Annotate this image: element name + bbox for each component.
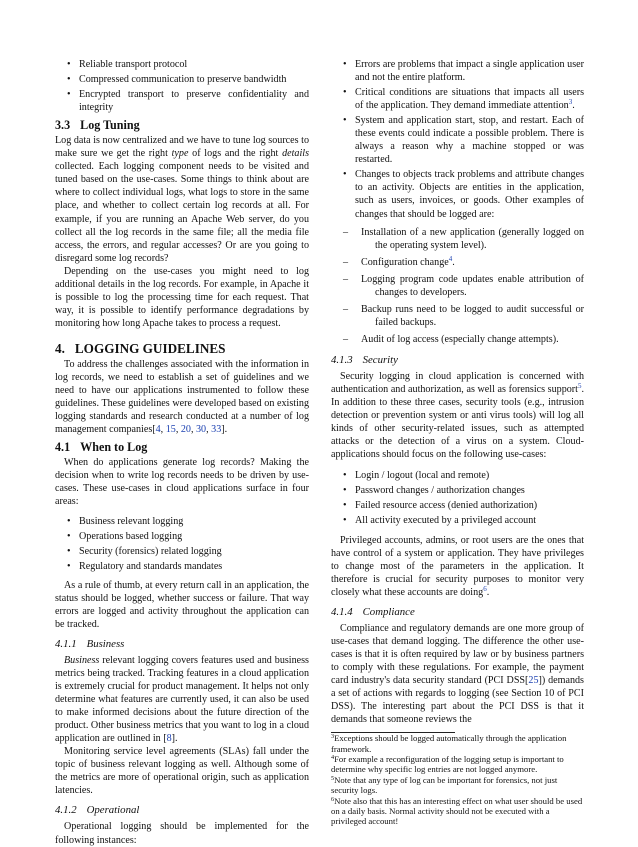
list-item: • Login / logout (local and remote) (331, 469, 584, 482)
text-run: – Logging program code updates enable attribution of changes to developers. (361, 273, 584, 298)
footnote (331, 733, 584, 754)
text-run: . In addition to these three cases, security tools (e.g., intrusion detection or prevention system or anti virus tools) will log all kinds of other security-related issues, such as attempted attacks or the detection of a virus on a system. Cloud-applications should focus on the following use-cases: (331, 384, 584, 461)
text-run: – Backup runs need to be logged to audit successful or failed backups. (361, 303, 584, 328)
paragraph (331, 534, 584, 599)
text-run: Changes to objects track problems and attribute changes to an activity. Objects are entities in the application, such as users, invoices, or goods. Other examples of changes that should be logged are: (355, 169, 584, 220)
list-item: • Failed resource access (denied authorization) (331, 499, 584, 512)
section-heading-3-3 (55, 119, 309, 132)
list-item: • Security (forensics) related logging (55, 545, 309, 558)
section-heading-4-1 (55, 441, 309, 454)
footnote-text: Note also that this has an interesting effect on what user should be used on a daily basis. Normal activity should not be executed with a privileged account! (331, 795, 583, 827)
security-use-case-list (331, 469, 584, 527)
list-item (331, 168, 584, 346)
right-column (331, 58, 584, 827)
emphasis: details (282, 148, 309, 160)
text-run: . (486, 586, 490, 598)
text-run: Log data is now centralized and we have to tune log sources to make sure we get the right (55, 135, 309, 160)
section-title: When to Log (80, 440, 148, 455)
text-run: Security logging in cloud application is concerned with authentication and authorization, as well as forensics support (331, 370, 584, 396)
list-item: • Reliable transport protocol (55, 58, 309, 71)
list-item: • Compressed communication to preserve bandwidth (55, 73, 309, 86)
left-column (55, 58, 309, 847)
footnote-number: 3 (331, 733, 335, 741)
paragraph (55, 654, 309, 745)
text-run: ]) demands a set of actions with regards to logging (see Section 10 of PCI DSS). The interesting part about the PCI DSS is that it demands that someone reviews the (331, 674, 584, 726)
text-run: Audit of log access (especially change attempts). (361, 333, 559, 345)
text-run: . (452, 256, 455, 268)
paragraph (331, 622, 584, 726)
section-heading-4-1-3 (331, 354, 584, 367)
section-number: 4.1.3 (331, 353, 353, 366)
section-heading-4-1-1 (55, 638, 309, 651)
list-item: • All activity executed by a privileged account (331, 514, 584, 527)
list-item: • Regulatory and standards mandates (55, 560, 309, 573)
text-run: – Installation of a new application (generally logged on the operating system level). (361, 226, 584, 251)
emphasis: type (171, 148, 189, 160)
section-number: 4. (55, 340, 65, 356)
citation-link[interactable]: 20 (180, 424, 191, 436)
text-run: System and application start, stop, and restart. Each of these events could indicate a possible problem. There is always a reason why a machine stopped or was restarted. (355, 115, 584, 166)
section-title: Security (362, 353, 398, 366)
list-item (331, 273, 584, 299)
text-run: Configuration change (361, 256, 449, 268)
citation-link[interactable]: 25 (528, 674, 539, 686)
paragraph: Depending on the use-cases you might need to log additional details in the log records. For example, in Apache it is possible to log the processing time for each request. That way, it is possible to identify performance degradations by monitoring how long Apache takes to process a request. (55, 265, 309, 329)
citation-link[interactable]: 15 (165, 424, 176, 436)
footnote-marker[interactable]: 5 (577, 382, 582, 391)
citation-link[interactable]: 33 (211, 424, 222, 436)
list-item (331, 333, 584, 346)
list-item (331, 58, 584, 84)
paragraph (55, 134, 309, 264)
text-run: Compliance and regulatory demands are one more group of use-cases that demand logging. The difference the other use-cases is that it is often required by law or by business partners to comply with these regulations. For example, the payment card industry's data security standard (PCI DSS[ (331, 622, 584, 686)
footnote (331, 796, 584, 827)
text-run: To address the challenges associated with the information in log records, we need to establish a set of guidelines and we need to have our applications instrumented to follow these guidelines. These guidelines were developed based on existing logging standards and research conducted at a number of log management companies[ (55, 358, 309, 436)
text-run: . (572, 100, 575, 112)
paragraph (331, 370, 584, 461)
text-run: ]. (221, 424, 228, 436)
section-number: 4.1.1 (55, 637, 77, 650)
text-run: ]. (171, 733, 178, 745)
footnote-text: Note that any type of log can be important for forensics, not just security logs. (331, 774, 558, 796)
paragraph: To address the challenges associated with the information in log records, we need to establish a set of guidelines and we need to have our applications instrumented to follow these guidelines. These guidelines were developed based on existing logging standards and research conducted at a number of log management companies[4, 15, 20, 30, 33]. (55, 358, 309, 436)
footnote-text: For example a reconfiguration of the logging setup is important to determine why specific log entries are not logged anymore. (331, 753, 564, 775)
citation-link[interactable]: 30 (196, 424, 207, 436)
text-run: relevant logging covers features used and business metrics being tracked. Tracking features in a cloud application is extremely crucial for product management. It helps not only determine what features are currently used, it can also be used to make informed decisions about the future direction of the product. Other business metrics that you want to log in a cloud application are outlined in [ (55, 654, 309, 745)
text-run: collected. Each logging component needs to be visited and tuned based on the use-cases. Some things to think about are where to collect individual logs, what logs to store in the same place, and whether to collect certain log records at all. For example, if you are running an Apache Web server, do you collect all the log records in the same file; all the media file access, the errors, and regular accesses? Or are you going to disregard some log records? (55, 161, 309, 264)
footnote-marker[interactable]: 6 (483, 584, 487, 593)
footnote-marker[interactable]: 3 (568, 98, 573, 107)
paragraph: Monitoring service level agreements (SLAs) fall under the topic of business relevant logging as well. Although some of the metrics are more of operational origin, such as application latencies. (55, 746, 309, 797)
section-heading-4-1-4 (331, 606, 584, 619)
list-item (331, 256, 584, 269)
section-number: 3.3 (55, 118, 71, 133)
list-item: • Operations based logging (55, 530, 309, 543)
citation-link[interactable]: 4 (155, 424, 161, 436)
footnote-number: 6 (331, 795, 335, 803)
footnote-text: Exceptions should be logged automatically through the application framework. (331, 733, 567, 754)
section-title: Operational (86, 804, 140, 817)
list-item: • Business relevant logging (55, 515, 309, 528)
section-heading-4 (55, 342, 309, 355)
text-run: Errors are problems that impact a single application user and not the entire platform. (355, 59, 584, 84)
citation-link[interactable]: 8 (166, 733, 172, 745)
footnote (331, 775, 584, 796)
section-title: LOGGING GUIDELINES (74, 340, 226, 356)
section-number: 4.1 (55, 440, 71, 455)
list-item (331, 114, 584, 166)
text-run: of logs and the right (188, 148, 283, 160)
footnotes (331, 733, 584, 827)
change-examples-list (355, 226, 584, 346)
section-title: Log Tuning (80, 118, 140, 133)
paragraph: When do applications generate log records? Making the decision when to write log records needs to be driven by use-cases. These use-cases in cloud applications surface in four areas: (55, 457, 309, 508)
footnote-number: 5 (331, 774, 335, 782)
footnote-marker[interactable]: 4 (448, 254, 453, 263)
text-run: Privileged accounts, admins, or root users are the ones that have control of a system or application. They have privileges to change most of the parameters in the application. It therefore is crucial for security purposes to monitor very closely what these accounts are doing (331, 534, 584, 598)
operational-bullet-list (331, 58, 584, 346)
list-item (331, 303, 584, 329)
emphasis: Business (64, 654, 100, 666)
transport-bullet-list (55, 58, 309, 114)
list-item (331, 226, 584, 252)
text-run: Critical conditions are situations that impacts all users of the application. They demand immediate attention (355, 87, 584, 112)
list-item: • Encrypted transport to preserve confidentiality and integrity (55, 88, 309, 114)
footnote (331, 754, 584, 775)
use-case-bullet-list (55, 515, 309, 573)
section-title: Compliance (362, 605, 415, 618)
section-title: Business (86, 637, 125, 650)
section-heading-4-1-2 (55, 804, 309, 817)
paragraph: As a rule of thumb, at every return call in an application, the status should be logged, whether success or failure. That way errors are logged and activity throughout the application can be tracked. (55, 579, 309, 630)
section-number: 4.1.4 (331, 605, 353, 618)
list-item (331, 86, 584, 112)
paragraph: Operational logging should be implemented for the following instances: (55, 821, 309, 846)
section-number: 4.1.2 (55, 804, 77, 817)
footnote-number: 4 (331, 753, 335, 761)
list-item: • Password changes / authorization changes (331, 484, 584, 497)
